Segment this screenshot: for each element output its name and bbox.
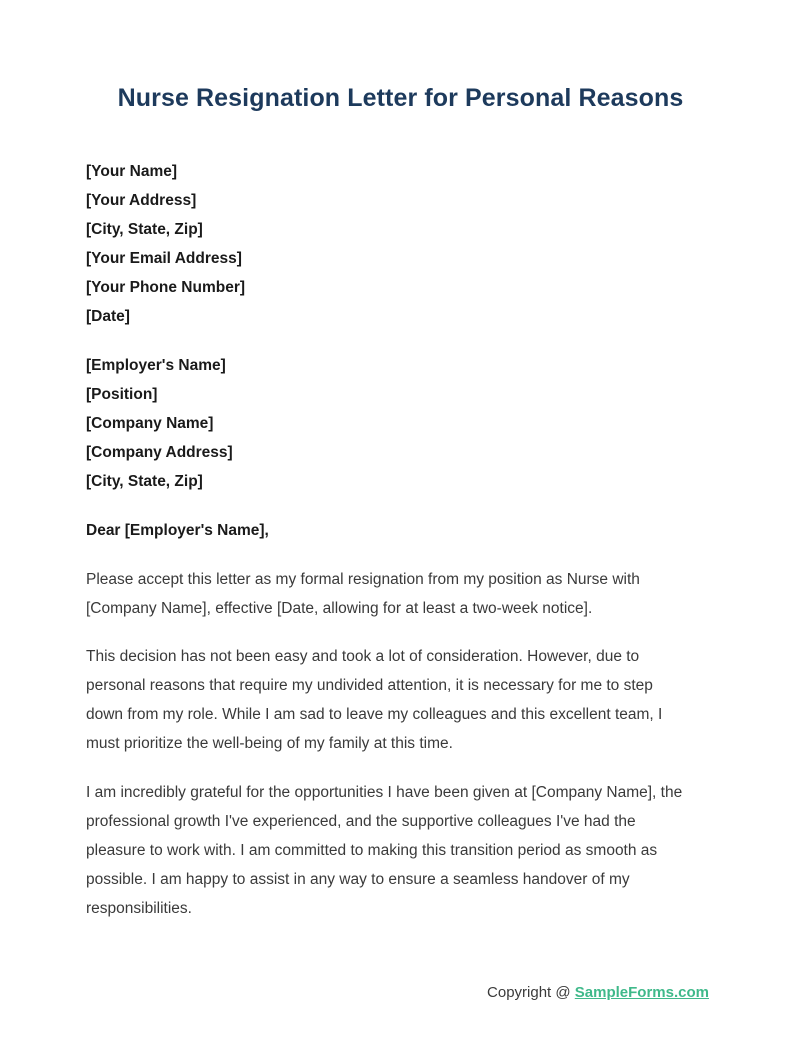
- paragraph-line: I am incredibly grateful for the opportunities I have been given at [Company Name], the: [86, 784, 683, 801]
- body-paragraph-1: [86, 565, 716, 623]
- paragraph-line: personal reasons that require my undivided attention, it is necessary for me to step: [86, 677, 653, 694]
- sender-city-state-zip: [City, State, Zip]: [86, 221, 203, 238]
- recipient-city-state-zip: [City, State, Zip]: [86, 473, 203, 490]
- copyright-text: Copyright @: [487, 984, 575, 1001]
- copyright-footer: [487, 984, 709, 1001]
- page-title: Nurse Resignation Letter for Personal Reasons: [117, 84, 684, 112]
- sender-address-block: [86, 157, 726, 331]
- body-paragraph-3: [86, 778, 716, 923]
- paragraph-line: possible. I am happy to assist in any way to ensure a seamless handover of my: [86, 871, 630, 888]
- paragraph-line: Please accept this letter as my formal resignation from my position as Nurse with: [86, 571, 640, 588]
- paragraph-line: responsibilities.: [86, 900, 192, 917]
- paragraph-line: professional growth I've experienced, and the supportive colleagues I've had the: [86, 813, 636, 830]
- paragraph-line: pleasure to work with. I am committed to making this transition period as smooth as: [86, 842, 658, 859]
- paragraph-line: down from my role. While I am sad to leave my colleagues and this excellent team, I: [86, 706, 663, 723]
- sender-email: [Your Email Address]: [86, 250, 242, 267]
- recipient-name: [Employer's Name]: [86, 357, 226, 374]
- sender-name: [Your Name]: [86, 163, 178, 180]
- recipient-address-block: [86, 351, 726, 496]
- paragraph-line: This decision has not been easy and took a lot of consideration. However, due to: [86, 648, 640, 665]
- paragraph-line: must prioritize the well-being of my family at this time.: [86, 735, 453, 752]
- body-paragraph-2: [86, 642, 716, 758]
- recipient-company: [Company Name]: [86, 415, 214, 432]
- recipient-company-address: [Company Address]: [86, 444, 233, 461]
- sender-phone: [Your Phone Number]: [86, 279, 246, 296]
- sampleforms-link[interactable]: SampleForms.com: [574, 984, 709, 1001]
- paragraph-line: [Company Name], effective [Date, allowing for at least a two-week notice].: [86, 600, 593, 617]
- sender-address: [Your Address]: [86, 192, 197, 209]
- salutation: Dear [Employer's Name],: [86, 522, 269, 539]
- letter-date: [Date]: [86, 308, 130, 325]
- recipient-position: [Position]: [86, 386, 158, 403]
